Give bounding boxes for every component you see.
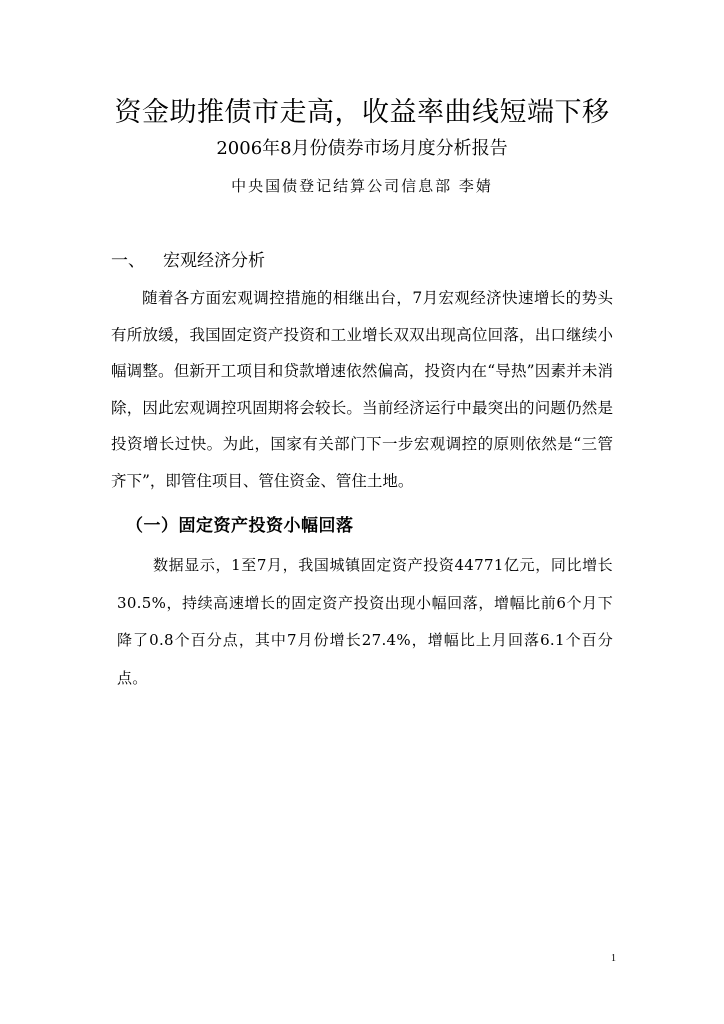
document-author: 中央国债登记结算公司信息部 李婧 bbox=[231, 177, 493, 195]
section-number: 一、 bbox=[111, 251, 145, 271]
subsection-paragraph: 数据显示，1至7月，我国城镇固定资产投资44771亿元，同比增长 30.5%，持续高速增长的固定资产投资出现小幅回落，增幅比前6个月下降了0.8个百分点，其中7月份增长27.4%，增幅比上月回落6.1个百分点。 bbox=[117, 556, 613, 687]
section-paragraph: 随着各方面宏观调控措施的相继出台，7月宏观经济快速增长的势头有所放缓，我国固定资产投资和工业增长双双出现高位回落，出口继续小幅调整。但新开工项目和贷款增速依然偏高，投资内在“导热”因素并未消除，因此宏观调控巩固期将会较长。当前经济运行中最突出的问题仍然是投资增长过快。为此，国家有关部门下一步宏观调控的原则依然是“三管齐下”，即管住项目、管住资金、管住土地。 bbox=[111, 289, 613, 490]
section-heading-text: 宏观经济分析 bbox=[163, 251, 265, 271]
section-heading bbox=[111, 246, 265, 271]
subsection-heading: （一）固定资产投资小幅回落 bbox=[126, 516, 354, 536]
document-subtitle: 2006年8月份债券市场月度分析报告 bbox=[216, 138, 508, 159]
page-number: 1 bbox=[611, 953, 616, 964]
document-title: 资金助推债市走高，收益率曲线短端下移 bbox=[114, 97, 610, 128]
